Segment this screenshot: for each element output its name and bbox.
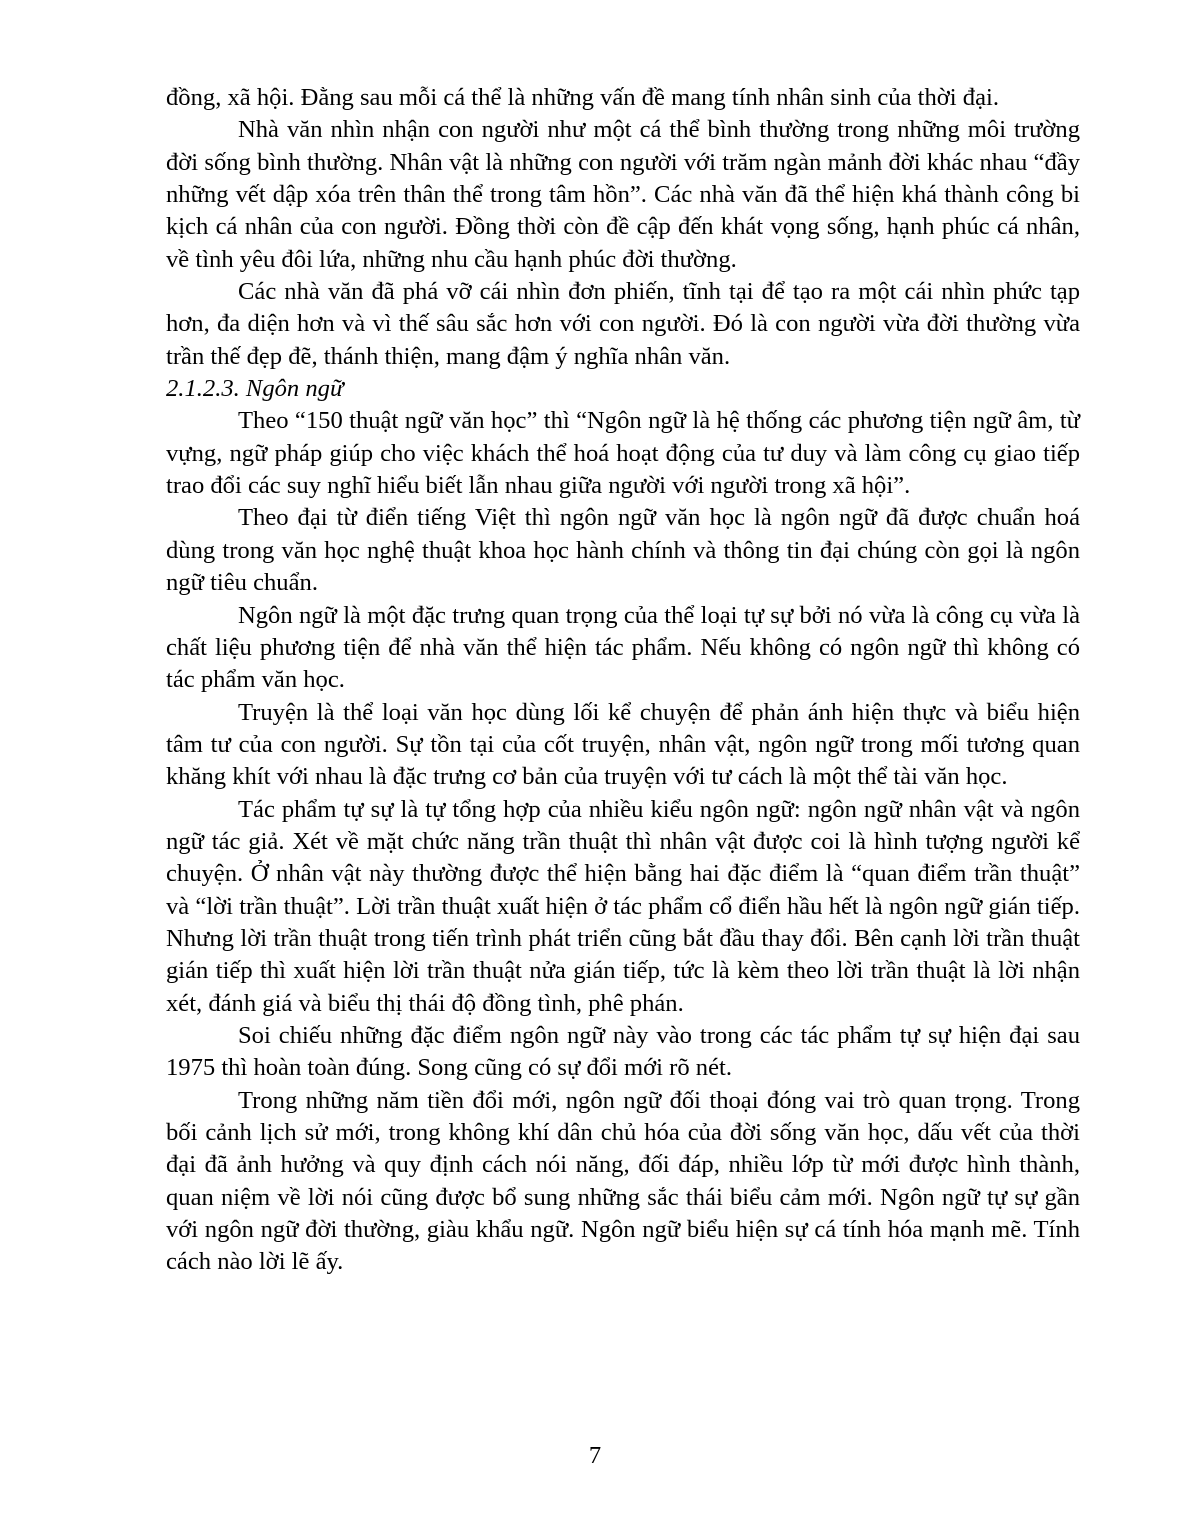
paragraph: Theo đại từ điển tiếng Việt thì ngôn ngữ văn học là ngôn ngữ đã được chuẩn hoá dùng trong văn học nghệ thuật khoa học hành chính và thông tin đại chúng còn gọi là ngôn ngữ tiêu chuẩn. <box>166 504 1080 597</box>
paragraph: Tác phẩm tự sự là tự tổng hợp của nhiều kiểu ngôn ngữ: ngôn ngữ nhân vật và ngôn ngữ tác giả. Xét về mặt chức năng trần thuật thì nhân vật được coi là hình tượng người kể chuyện. Ở nhân vật này thường được thể hiện bằng hai đặc điểm là “quan điểm trần thuật” và “lời trần thuật”. Lời trần thuật xuất hiện ở tác phẩm cổ điển hầu hết là ngôn ngữ gián tiếp. Nhưng lời trần thuật trong tiến trình phát triển cũng bắt đầu thay đổi. Bên cạnh lời trần thuật gián tiếp thì xuất hiện lời trần thuật nửa gián tiếp, tức là kèm theo lời trần thuật là lời nhận xét, đánh giá và biểu thị thái độ đồng tình, phê phán. <box>166 795 1080 1017</box>
paragraph: Nhà văn nhìn nhận con người như một cá thể bình thường trong những môi trường đời sống bình thường. Nhân vật là những con người với trăm ngàn mảnh đời khác nhau “đầy những vết dập xóa trên thân thể trong tâm hồn”. Các nhà văn đã thể hiện khá thành công bi kịch cá nhân của con người. Đồng thời còn đề cập đến khát vọng sống, hạnh phúc cá nhân, về tình yêu đôi lứa, những nhu cầu hạnh phúc đời thường. <box>166 116 1080 273</box>
paragraph: Theo “150 thuật ngữ văn học” thì “Ngôn ngữ là hệ thống các phương tiện ngữ âm, từ vựng, ngữ pháp giúp cho việc khách thể hoá hoạt động của tư duy và làm công cụ giao tiếp trao đổi các suy nghĩ hiểu biết lẫn nhau giữa người với người trong xã hội”. <box>166 407 1080 500</box>
paragraph: Truyện là thể loại văn học dùng lối kể chuyện để phản ánh hiện thực và biểu hiện tâm tư của con người. Sự tồn tại của cốt truyện, nhân vật, ngôn ngữ trong mối tương quan khăng khít với nhau là đặc trưng cơ bản của truyện với tư cách là một thể tài văn học. <box>166 698 1080 791</box>
section-heading: 2.1.2.3. Ngôn ngữ <box>166 375 344 403</box>
page-number: 7 <box>588 1442 602 1469</box>
paragraph: Soi chiếu những đặc điểm ngôn ngữ này vào trong các tác phẩm tự sự hiện đại sau 1975 thì hoàn toàn đúng. Song cũng có sự đổi mới rõ nét. <box>166 1021 1080 1082</box>
paragraph: Ngôn ngữ là một đặc trưng quan trọng của thể loại tự sự bởi nó vừa là công cụ vừa là chất liệu phương tiện để nhà văn thể hiện tác phẩm. Nếu không có ngôn ngữ thì không có tác phẩm văn học. <box>166 601 1080 694</box>
document-body <box>166 82 1080 1279</box>
paragraph-continuation: đồng, xã hội. Đằng sau mỗi cá thể là những vấn đề mang tính nhân sinh của thời đại. <box>166 84 999 111</box>
paragraph: Các nhà văn đã phá vỡ cái nhìn đơn phiến, tĩnh tại để tạo ra một cái nhìn phức tạp hơn, đa diện hơn và vì thế sâu sắc hơn với con người. Đó là con người vừa đời thường vừa trần thế đẹp đẽ, thánh thiện, mang đậm ý nghĩa nhân văn. <box>166 278 1080 370</box>
paragraph: Trong những năm tiền đổi mới, ngôn ngữ đối thoại đóng vai trò quan trọng. Trong bối cảnh lịch sử mới, trong không khí dân chủ hóa của đời sống văn học, dấu vết của thời đại đã ảnh hưởng và quy định cách nói năng, đối đáp, nhiều lớp từ mới được hình thành, quan niệm về lời nói cũng được bổ sung những sắc thái biểu cảm mới. Ngôn ngữ tự sự gần với ngôn ngữ đời thường, giàu khẩu ngữ. Ngôn ngữ biểu hiện sự cá tính hóa mạnh mẽ. Tính cách nào lời lẽ ấy. <box>166 1086 1080 1276</box>
